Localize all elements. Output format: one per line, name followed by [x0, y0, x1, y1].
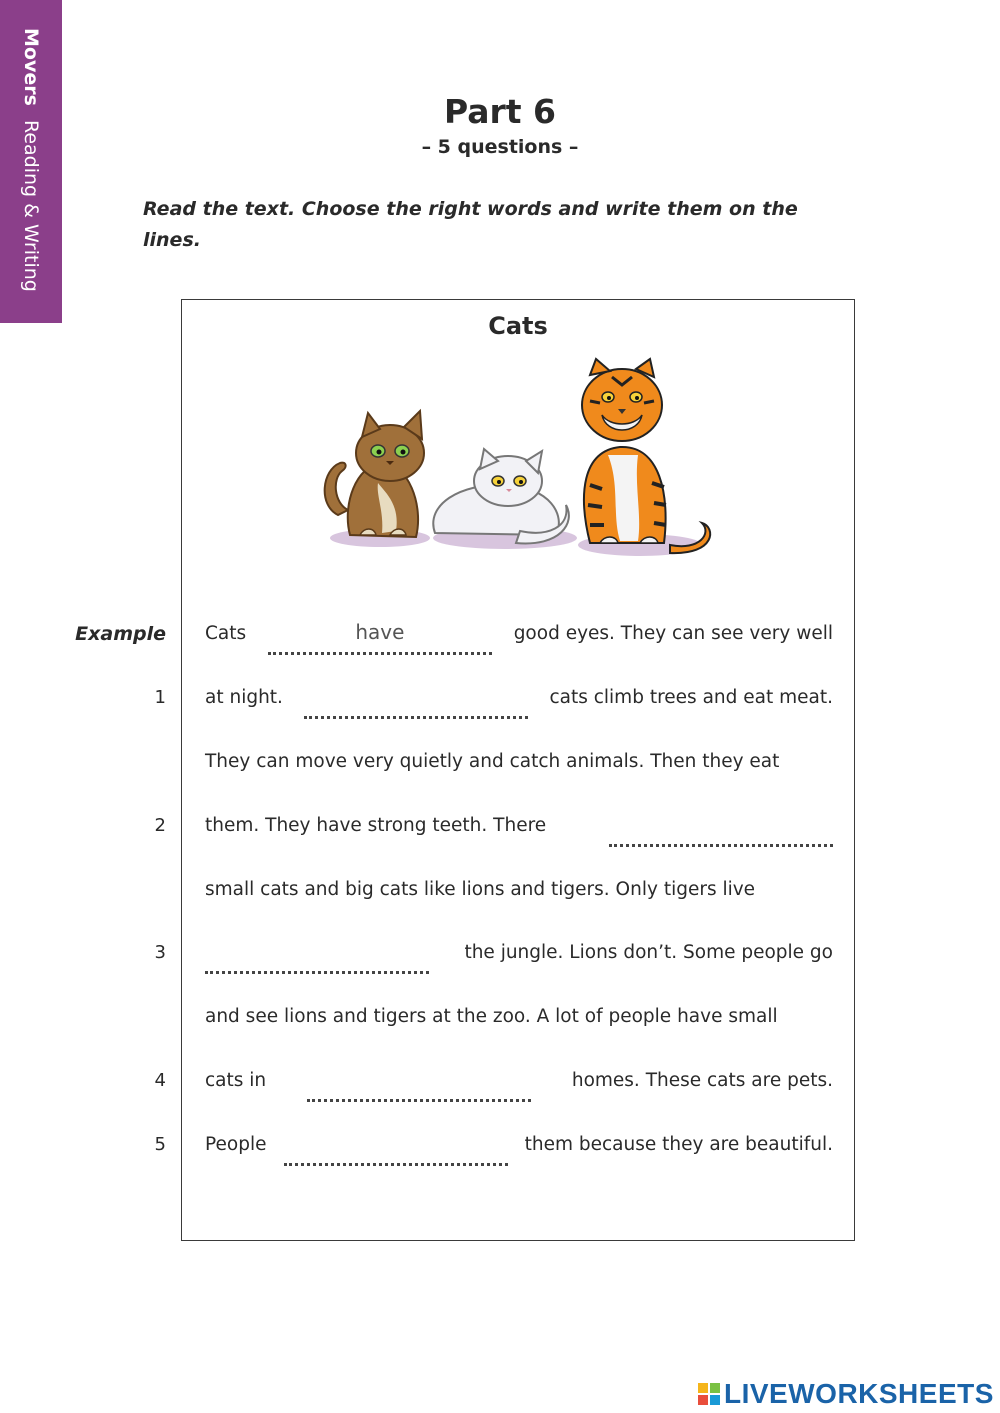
instructions: Read the text. Choose the right words and write them on the lines.: [143, 198, 798, 251]
line-text: cats in: [205, 1070, 267, 1091]
story-line: [205, 1063, 833, 1099]
example-answer: have: [355, 620, 405, 644]
answer-field-5[interactable]: [284, 1136, 508, 1166]
question-number: 1: [154, 687, 166, 708]
side-tab-level: Movers: [20, 28, 42, 106]
line-text: small cats and big cats like lions and tigers. Only tigers live: [205, 879, 756, 900]
side-tab: [0, 0, 62, 323]
example-label: Example: [75, 623, 166, 645]
question-number: 4: [154, 1070, 166, 1091]
page-title: Part 6: [443, 92, 557, 131]
line-text: at night.: [205, 687, 283, 708]
line-text: Cats: [205, 623, 247, 644]
liveworksheets-icon: [698, 1383, 720, 1405]
line-text: cats climb trees and eat meat.: [549, 687, 833, 708]
answer-field-1[interactable]: [304, 689, 528, 719]
line-text: the jungle. Lions don’t. Some people go: [464, 942, 833, 963]
question-number: 5: [154, 1134, 166, 1155]
line-text: them because they are beautiful.: [524, 1134, 833, 1155]
line-text: They can move very quietly and catch animals. Then they eat: [205, 751, 780, 772]
liveworksheets-logo: [698, 1378, 994, 1410]
story-line: [205, 872, 833, 908]
line-text: them. They have strong teeth. There: [205, 815, 547, 836]
line-text: and see lions and tigers at the zoo. A lot of people have small: [205, 1006, 778, 1027]
story-line: [205, 744, 833, 780]
page-subtitle: – 5 questions –: [421, 136, 579, 158]
tiger-icon: [582, 359, 710, 553]
side-tab-paper: Reading & Writing: [20, 119, 42, 292]
story-line: [205, 616, 833, 652]
line-text: People: [205, 1134, 267, 1155]
line-text: homes. These cats are pets.: [571, 1070, 833, 1091]
white-cat-icon: [433, 449, 569, 543]
story-line: [205, 680, 833, 716]
story-line: [205, 999, 833, 1035]
story-title: Cats: [488, 312, 548, 340]
side-tab-text: [20, 28, 42, 292]
answer-field-4[interactable]: [307, 1072, 531, 1102]
answer-field-3[interactable]: [205, 944, 429, 974]
line-text: good eyes. They can see very well: [513, 623, 833, 644]
cats-illustration: [320, 355, 720, 560]
brown-cat-icon: [325, 411, 424, 537]
answer-field-2[interactable]: [609, 817, 833, 847]
brand-text: LIVEWORKSHEETS: [724, 1378, 994, 1409]
story-line: [205, 1127, 833, 1163]
question-number: 3: [154, 942, 166, 963]
story-line: [205, 935, 833, 971]
example-answer-field: [268, 620, 492, 655]
story-line: [205, 808, 833, 844]
question-number: 2: [154, 815, 166, 836]
